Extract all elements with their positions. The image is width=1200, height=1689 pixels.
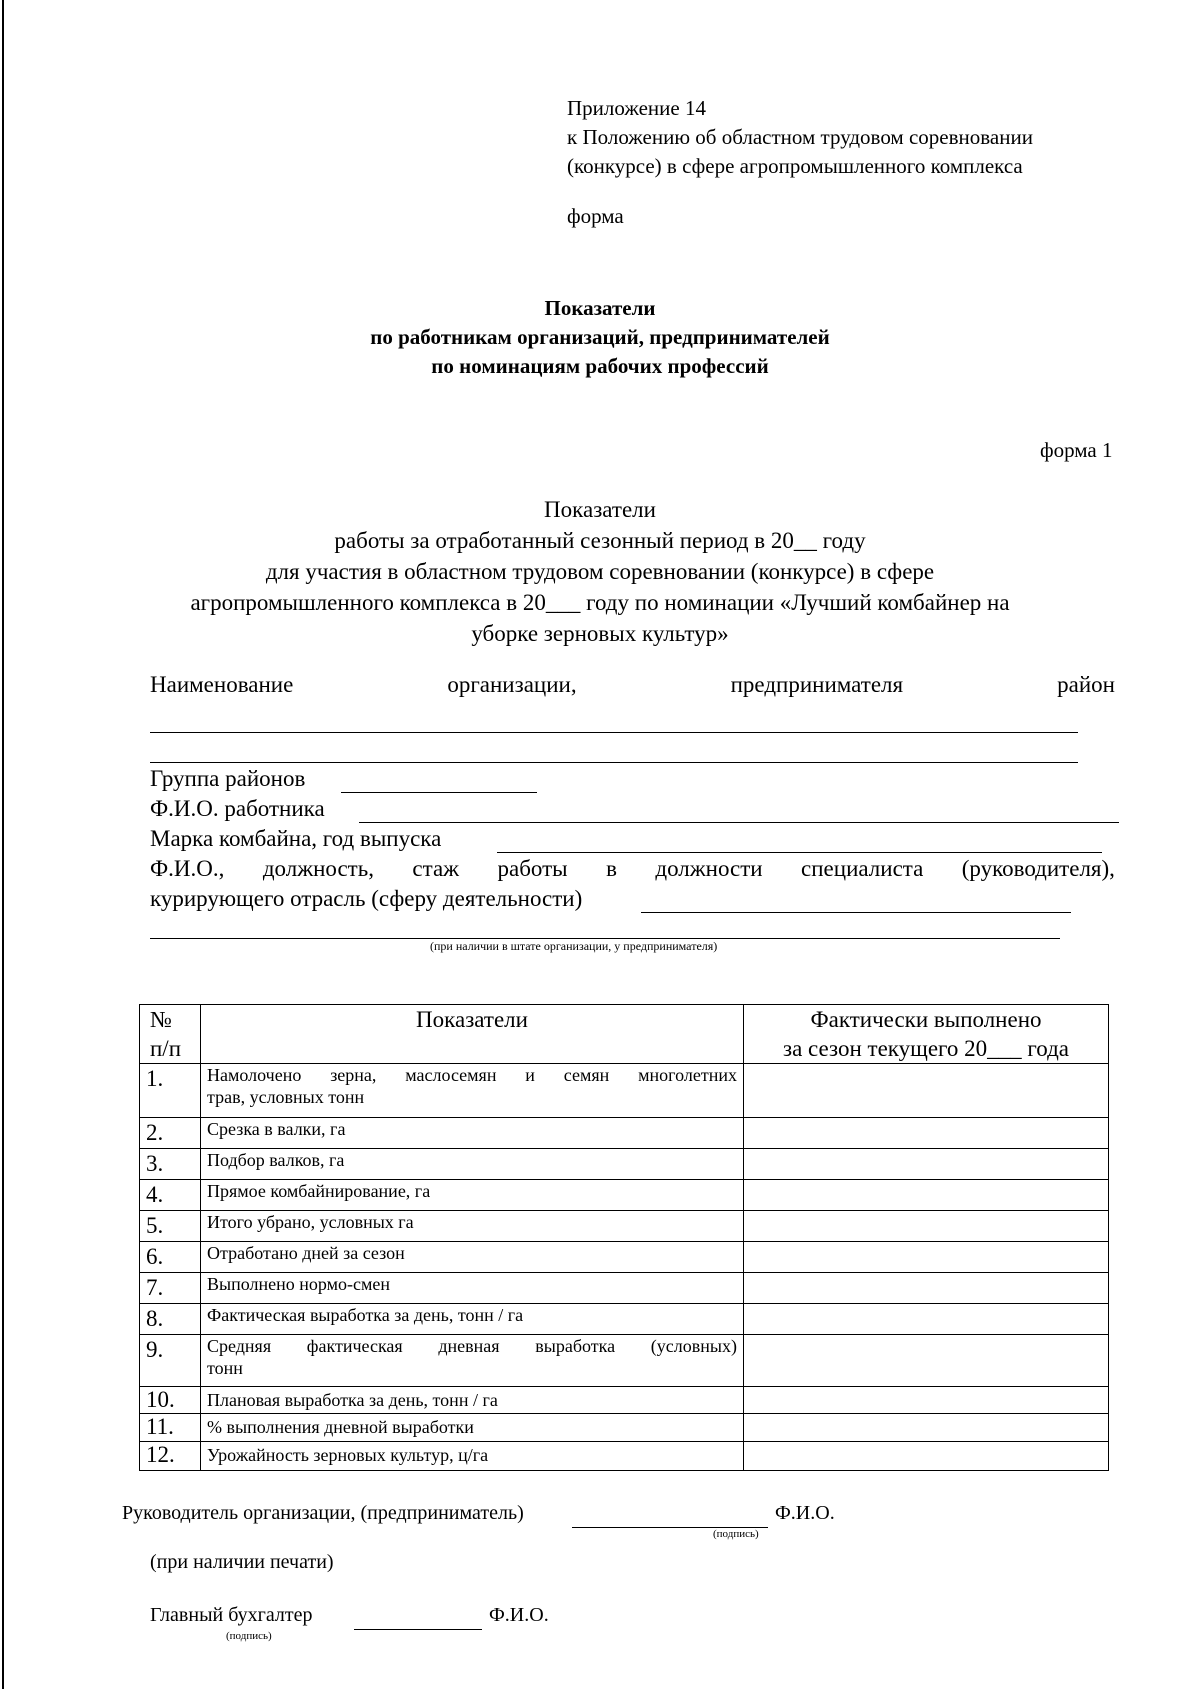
row-value-cell[interactable] <box>744 1242 1109 1273</box>
specialist-word: в <box>606 856 617 881</box>
row-number: 11. <box>140 1414 201 1442</box>
table-row <box>140 1387 1109 1414</box>
specialist-word: специалиста <box>801 856 924 881</box>
row-number: 6. <box>140 1242 201 1273</box>
row-indicator: Итого убрано, условных га <box>201 1211 744 1242</box>
subtitle-line: агропромышленного комплекса в 20___ году по номинации «Лучший комбайнер на <box>190 590 1010 615</box>
table-row <box>140 1414 1109 1442</box>
table-header-row <box>140 1005 1109 1064</box>
title-line: Показатели <box>544 296 656 320</box>
table-row <box>140 1211 1109 1242</box>
table-row <box>140 1242 1109 1273</box>
row-value-cell[interactable] <box>744 1442 1109 1471</box>
row-number: 2. <box>140 1118 201 1149</box>
combine-brand-line[interactable] <box>497 852 1102 853</box>
actual-header-line: за сезон текущего 20___ года <box>782 1036 1070 1061</box>
attachment-line: (конкурсе) в сфере агропромышленного комплекса <box>567 154 1023 178</box>
subtitle <box>0 494 1200 649</box>
row-value-cell[interactable] <box>744 1118 1109 1149</box>
indicator-header: Показатели <box>201 1005 744 1064</box>
row-indicator: Выполнено нормо-смен <box>201 1273 744 1304</box>
specialist-word: должности <box>655 856 763 881</box>
combine-brand-label: Марка комбайна, год выпуска <box>150 826 442 851</box>
org-word: организации, <box>447 672 577 697</box>
row-indicator: % выполнения дневной выработки <box>201 1414 744 1442</box>
org-word: Наименование <box>150 672 294 697</box>
row-value-cell[interactable] <box>744 1211 1109 1242</box>
row-indicator: Подбор валков, га <box>201 1149 744 1180</box>
attachment-line: к Положению об областном трудовом соревновании <box>567 125 1033 149</box>
row-indicator: Срезка в валки, га <box>201 1118 744 1149</box>
specialist-word: (руководителя), <box>961 856 1115 881</box>
row-number: 9. <box>140 1335 201 1387</box>
row-value-cell[interactable] <box>744 1387 1109 1414</box>
main-title <box>0 294 1200 381</box>
accountant-label: Главный бухгалтер <box>150 1604 313 1626</box>
row-indicator: Урожайность зерновых культур, ц/га <box>201 1442 744 1471</box>
form-label: форма <box>567 204 624 228</box>
district-group-label: Группа районов <box>150 766 306 791</box>
subtitle-line: Показатели <box>544 497 656 522</box>
indicator-line: тонн <box>207 1358 243 1378</box>
row-value-cell[interactable] <box>744 1414 1109 1442</box>
title-line: по номинациям рабочих профессий <box>431 354 769 378</box>
table-row <box>140 1064 1109 1118</box>
head-signature-hint: (подпись) <box>713 1528 759 1540</box>
org-name-line[interactable] <box>150 732 1078 733</box>
row-number: 4. <box>140 1180 201 1211</box>
indicator-line: Намолочено зерна, маслосемян и семян многолетних <box>207 1065 737 1085</box>
table-row <box>140 1180 1109 1211</box>
head-fio-label: Ф.И.О. <box>775 1502 835 1524</box>
accountant-signature-hint: (подпись) <box>226 1630 272 1642</box>
specialist-word: работы <box>497 856 568 881</box>
actual-header <box>744 1005 1109 1064</box>
subtitle-line: работы за отработанный сезонный период в 20__ году <box>334 528 866 553</box>
num-header <box>140 1005 201 1064</box>
subtitle-line: уборке зерновых культур» <box>471 621 729 646</box>
num-header-line: № <box>150 1007 172 1032</box>
stamp-note: (при наличии печати) <box>150 1551 334 1573</box>
form-number: форма 1 <box>1040 438 1113 462</box>
row-value-cell[interactable] <box>744 1335 1109 1387</box>
row-number: 7. <box>140 1273 201 1304</box>
specialist-line-1 <box>150 856 1115 882</box>
worker-name-label: Ф.И.О. работника <box>150 796 325 821</box>
specialist-line-2: курирующего отрасль (сферу деятельности) <box>150 886 583 911</box>
specialist-word: должность, <box>262 856 374 881</box>
accountant-signature-line[interactable] <box>354 1629 482 1630</box>
org-name-label <box>150 672 1115 698</box>
indicators-table <box>139 1004 1109 1471</box>
row-number: 8. <box>140 1304 201 1335</box>
row-indicator: Отработано дней за сезон <box>201 1242 744 1273</box>
indicator-line: Средняя фактическая дневная выработка (условных) <box>207 1336 737 1356</box>
row-value-cell[interactable] <box>744 1273 1109 1304</box>
district-group-line[interactable] <box>341 792 537 793</box>
page-left-border <box>2 0 4 1689</box>
table-row <box>140 1273 1109 1304</box>
row-indicator <box>201 1064 744 1118</box>
worker-name-line[interactable] <box>359 822 1119 823</box>
row-number: 5. <box>140 1211 201 1242</box>
row-indicator: Прямое комбайнирование, га <box>201 1180 744 1211</box>
specialist-word: Ф.И.О., <box>150 856 225 881</box>
head-signature-label: Руководитель организации, (предприниматель) <box>122 1502 524 1524</box>
row-number: 12. <box>140 1442 201 1471</box>
org-word: предпринимателя <box>730 672 904 697</box>
actual-header-line: Фактически выполнено <box>810 1007 1042 1032</box>
table-row <box>140 1442 1109 1471</box>
num-header-line: п/п <box>150 1036 182 1061</box>
staff-hint: (при наличии в штате организации, у предпринимателя) <box>430 939 718 953</box>
attachment-block <box>567 94 1033 181</box>
row-indicator: Плановая выработка за день, тонн / га <box>201 1387 744 1414</box>
table-row <box>140 1149 1109 1180</box>
table-row <box>140 1335 1109 1387</box>
table-row <box>140 1304 1109 1335</box>
specialist-line[interactable] <box>641 912 1071 913</box>
row-indicator <box>201 1335 744 1387</box>
row-number: 1. <box>140 1064 201 1118</box>
row-number: 10. <box>140 1387 201 1414</box>
org-name-line-2[interactable] <box>150 762 1078 763</box>
indicator-line: трав, условных тонн <box>207 1087 365 1107</box>
accountant-fio-label: Ф.И.О. <box>489 1604 549 1626</box>
org-word: район <box>1057 672 1115 697</box>
table-row <box>140 1118 1109 1149</box>
subtitle-line: для участия в областном трудовом соревновании (конкурсе) в сфере <box>265 559 935 584</box>
specialist-word: стаж <box>412 856 460 881</box>
row-value-cell[interactable] <box>744 1180 1109 1211</box>
row-value-cell[interactable] <box>744 1064 1109 1118</box>
title-line: по работникам организаций, предпринимателей <box>370 325 830 349</box>
row-indicator: Фактическая выработка за день, тонн / га <box>201 1304 744 1335</box>
attachment-line: Приложение 14 <box>567 96 706 120</box>
row-value-cell[interactable] <box>744 1304 1109 1335</box>
row-number: 3. <box>140 1149 201 1180</box>
row-value-cell[interactable] <box>744 1149 1109 1180</box>
